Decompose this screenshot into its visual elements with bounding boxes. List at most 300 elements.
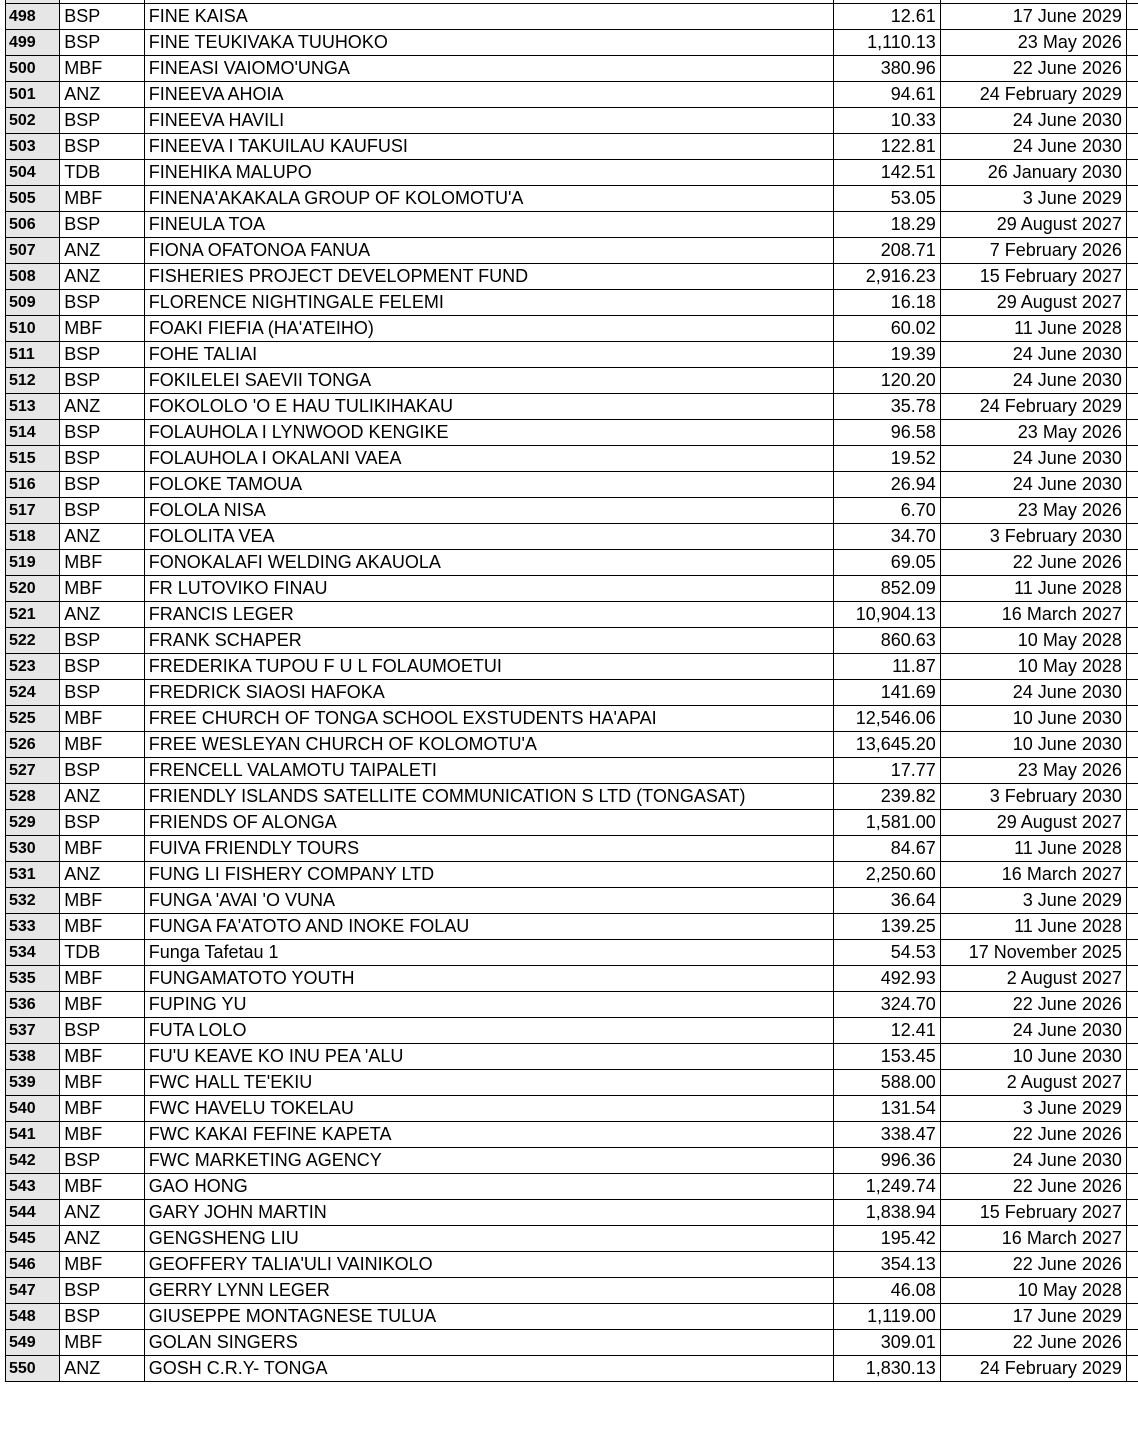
- date-cell: 24 June 2030: [940, 1018, 1126, 1044]
- amount-cell: 141.69: [833, 680, 940, 706]
- amount-cell: 10.33: [833, 108, 940, 134]
- cut-off-column-cell: [1126, 680, 1138, 706]
- row-number-cell: 526: [6, 732, 60, 758]
- date-cell: 23 May 2026: [940, 498, 1126, 524]
- cut-off-column-cell: [1126, 628, 1138, 654]
- table-row: [6, 4, 1138, 30]
- table-row: [6, 108, 1138, 134]
- table-row: [6, 1148, 1138, 1174]
- bank-cell: BSP: [60, 628, 145, 654]
- table-row: [6, 524, 1138, 550]
- amount-cell: 1,830.13: [833, 1356, 940, 1382]
- table-row: [6, 420, 1138, 446]
- row-number-cell: 517: [6, 498, 60, 524]
- row-number-cell: 529: [6, 810, 60, 836]
- bank-cell: BSP: [60, 654, 145, 680]
- date-cell: 17 June 2029: [940, 1304, 1126, 1330]
- row-number-cell: 540: [6, 1096, 60, 1122]
- table-row: [6, 1122, 1138, 1148]
- bank-cell: BSP: [60, 290, 145, 316]
- table-row: [6, 706, 1138, 732]
- account-name-cell: FUPING YU: [144, 992, 833, 1018]
- table-row: [6, 654, 1138, 680]
- cut-off-column-cell: [1126, 160, 1138, 186]
- bank-cell: BSP: [60, 1304, 145, 1330]
- cut-off-column-cell: [1126, 940, 1138, 966]
- cut-off-column-cell: [1126, 758, 1138, 784]
- table-row: [6, 1096, 1138, 1122]
- amount-cell: 13,645.20: [833, 732, 940, 758]
- bank-cell: MBF: [60, 992, 145, 1018]
- table-row: [6, 160, 1138, 186]
- table-row: [6, 238, 1138, 264]
- table-row: [6, 1200, 1138, 1226]
- cut-off-column-cell: [1126, 654, 1138, 680]
- bank-cell: MBF: [60, 1070, 145, 1096]
- table-row: [6, 966, 1138, 992]
- row-number-cell: 523: [6, 654, 60, 680]
- date-cell: 22 June 2026: [940, 992, 1126, 1018]
- unclaimed-accounts-table: [5, 0, 1138, 1382]
- cut-off-column-cell: [1126, 1252, 1138, 1278]
- amount-cell: 60.02: [833, 316, 940, 342]
- table-row: [6, 628, 1138, 654]
- table-row: [6, 1330, 1138, 1356]
- date-cell: 10 June 2030: [940, 732, 1126, 758]
- row-number-cell: 519: [6, 550, 60, 576]
- date-cell: 16 March 2027: [940, 1226, 1126, 1252]
- table-row: [6, 134, 1138, 160]
- bank-cell: ANZ: [60, 1356, 145, 1382]
- account-name-cell: FWC HALL TE'EKIU: [144, 1070, 833, 1096]
- row-number-cell: 530: [6, 836, 60, 862]
- table-row: [6, 1044, 1138, 1070]
- account-name-cell: FUIVA FRIENDLY TOURS: [144, 836, 833, 862]
- account-name-cell: FU'U KEAVE KO INU PEA 'ALU: [144, 1044, 833, 1070]
- amount-cell: 996.36: [833, 1148, 940, 1174]
- bank-cell: MBF: [60, 888, 145, 914]
- cut-off-column-cell: [1126, 602, 1138, 628]
- account-name-cell: FUNGA 'AVAI 'O VUNA: [144, 888, 833, 914]
- account-name-cell: FOLOLITA VEA: [144, 524, 833, 550]
- amount-cell: 852.09: [833, 576, 940, 602]
- row-number-cell: 545: [6, 1226, 60, 1252]
- bank-cell: ANZ: [60, 394, 145, 420]
- amount-cell: 35.78: [833, 394, 940, 420]
- bank-cell: MBF: [60, 56, 145, 82]
- bank-cell: MBF: [60, 706, 145, 732]
- date-cell: 24 June 2030: [940, 472, 1126, 498]
- row-number-cell: 516: [6, 472, 60, 498]
- row-number-cell: 512: [6, 368, 60, 394]
- amount-cell: 492.93: [833, 966, 940, 992]
- account-name-cell: FOLAUHOLA I LYNWOOD KENGIKE: [144, 420, 833, 446]
- table-row: [6, 82, 1138, 108]
- account-name-cell: FOKOLOLO 'O E HAU TULIKIHAKAU: [144, 394, 833, 420]
- account-name-cell: FUNGA FA'ATOTO AND INOKE FOLAU: [144, 914, 833, 940]
- cut-off-column-cell: [1126, 186, 1138, 212]
- account-name-cell: GOLAN SINGERS: [144, 1330, 833, 1356]
- amount-cell: 380.96: [833, 56, 940, 82]
- bank-cell: ANZ: [60, 602, 145, 628]
- account-name-cell: FIONA OFATONOA FANUA: [144, 238, 833, 264]
- bank-cell: MBF: [60, 576, 145, 602]
- table-row: [6, 498, 1138, 524]
- amount-cell: 195.42: [833, 1226, 940, 1252]
- table-row: [6, 1304, 1138, 1330]
- bank-cell: BSP: [60, 1018, 145, 1044]
- table-row: [6, 446, 1138, 472]
- amount-cell: 69.05: [833, 550, 940, 576]
- account-name-cell: FRANK SCHAPER: [144, 628, 833, 654]
- cut-off-column-cell: [1126, 134, 1138, 160]
- bank-cell: MBF: [60, 316, 145, 342]
- amount-cell: 17.77: [833, 758, 940, 784]
- cut-off-column-cell: [1126, 498, 1138, 524]
- date-cell: 23 May 2026: [940, 30, 1126, 56]
- date-cell: 24 June 2030: [940, 1148, 1126, 1174]
- amount-cell: 19.52: [833, 446, 940, 472]
- account-name-cell: FOLOKE TAMOUA: [144, 472, 833, 498]
- table-row: [6, 1278, 1138, 1304]
- amount-cell: 239.82: [833, 784, 940, 810]
- bank-cell: MBF: [60, 1330, 145, 1356]
- cut-off-column-cell: [1126, 1096, 1138, 1122]
- bank-cell: BSP: [60, 1148, 145, 1174]
- date-cell: 10 May 2028: [940, 628, 1126, 654]
- date-cell: 7 February 2026: [940, 238, 1126, 264]
- cut-off-column-cell: [1126, 732, 1138, 758]
- account-name-cell: Funga Tafetau 1: [144, 940, 833, 966]
- bank-cell: ANZ: [60, 238, 145, 264]
- account-name-cell: FUNG LI FISHERY COMPANY LTD: [144, 862, 833, 888]
- amount-cell: 96.58: [833, 420, 940, 446]
- amount-cell: 1,838.94: [833, 1200, 940, 1226]
- row-number-cell: 504: [6, 160, 60, 186]
- amount-cell: 94.61: [833, 82, 940, 108]
- bank-cell: BSP: [60, 420, 145, 446]
- account-name-cell: FWC HAVELU TOKELAU: [144, 1096, 833, 1122]
- amount-cell: 860.63: [833, 628, 940, 654]
- table-row: [6, 784, 1138, 810]
- table-row: [6, 602, 1138, 628]
- account-name-cell: FRIENDLY ISLANDS SATELLITE COMMUNICATION S LTD (TONGASAT): [144, 784, 833, 810]
- account-name-cell: FREDERIKA TUPOU F U L FOLAUMOETUI: [144, 654, 833, 680]
- row-number-cell: 498: [6, 4, 60, 30]
- date-cell: 16 March 2027: [940, 862, 1126, 888]
- amount-cell: 53.05: [833, 186, 940, 212]
- account-name-cell: FREE CHURCH OF TONGA SCHOOL EXSTUDENTS HA'APAI: [144, 706, 833, 732]
- bank-cell: BSP: [60, 446, 145, 472]
- date-cell: 23 May 2026: [940, 758, 1126, 784]
- account-name-cell: FINEHIKA MALUPO: [144, 160, 833, 186]
- account-name-cell: GAO HONG: [144, 1174, 833, 1200]
- table-row: [6, 836, 1138, 862]
- row-number-cell: 544: [6, 1200, 60, 1226]
- row-number-cell: 536: [6, 992, 60, 1018]
- date-cell: 29 August 2027: [940, 212, 1126, 238]
- account-name-cell: FUTA LOLO: [144, 1018, 833, 1044]
- amount-cell: 153.45: [833, 1044, 940, 1070]
- date-cell: 24 February 2029: [940, 82, 1126, 108]
- bank-cell: BSP: [60, 498, 145, 524]
- table-row: [6, 680, 1138, 706]
- row-number-cell: 509: [6, 290, 60, 316]
- account-name-cell: FREE WESLEYAN CHURCH OF KOLOMOTU'A: [144, 732, 833, 758]
- table-row: [6, 862, 1138, 888]
- date-cell: 2 August 2027: [940, 966, 1126, 992]
- row-number-cell: 532: [6, 888, 60, 914]
- cut-off-column-cell: [1126, 524, 1138, 550]
- row-number-cell: 514: [6, 420, 60, 446]
- account-name-cell: FRANCIS LEGER: [144, 602, 833, 628]
- row-number-cell: 507: [6, 238, 60, 264]
- cut-off-column-cell: [1126, 472, 1138, 498]
- row-number-cell: 533: [6, 914, 60, 940]
- amount-cell: 122.81: [833, 134, 940, 160]
- bank-cell: BSP: [60, 1278, 145, 1304]
- date-cell: 22 June 2026: [940, 1252, 1126, 1278]
- bank-cell: ANZ: [60, 524, 145, 550]
- date-cell: 15 February 2027: [940, 1200, 1126, 1226]
- row-number-cell: 549: [6, 1330, 60, 1356]
- amount-cell: 1,110.13: [833, 30, 940, 56]
- table-row: [6, 1174, 1138, 1200]
- table-row: [6, 1018, 1138, 1044]
- cut-off-column-cell: [1126, 4, 1138, 30]
- date-cell: 24 June 2030: [940, 368, 1126, 394]
- table-row: [6, 316, 1138, 342]
- amount-cell: 2,250.60: [833, 862, 940, 888]
- account-name-cell: FONOKALAFI WELDING AKAUOLA: [144, 550, 833, 576]
- bank-cell: BSP: [60, 342, 145, 368]
- account-name-cell: FINE TEUKIVAKA TUUHOKO: [144, 30, 833, 56]
- amount-cell: 354.13: [833, 1252, 940, 1278]
- row-number-cell: 547: [6, 1278, 60, 1304]
- date-cell: 17 June 2029: [940, 4, 1126, 30]
- amount-cell: 6.70: [833, 498, 940, 524]
- cut-off-column-cell: [1126, 914, 1138, 940]
- amount-cell: 1,119.00: [833, 1304, 940, 1330]
- bank-cell: MBF: [60, 914, 145, 940]
- row-number-cell: 531: [6, 862, 60, 888]
- amount-cell: 84.67: [833, 836, 940, 862]
- table-row: [6, 342, 1138, 368]
- row-number-cell: 508: [6, 264, 60, 290]
- cut-off-column-cell: [1126, 576, 1138, 602]
- cut-off-column-cell: [1126, 238, 1138, 264]
- row-number-cell: 511: [6, 342, 60, 368]
- amount-cell: 338.47: [833, 1122, 940, 1148]
- amount-cell: 208.71: [833, 238, 940, 264]
- date-cell: 22 June 2026: [940, 1330, 1126, 1356]
- row-number-cell: 505: [6, 186, 60, 212]
- bank-cell: BSP: [60, 212, 145, 238]
- account-name-cell: FISHERIES PROJECT DEVELOPMENT FUND: [144, 264, 833, 290]
- account-name-cell: FRIENDS OF ALONGA: [144, 810, 833, 836]
- cut-off-column-cell: [1126, 1122, 1138, 1148]
- date-cell: 24 June 2030: [940, 108, 1126, 134]
- date-cell: 24 June 2030: [940, 680, 1126, 706]
- row-number-cell: 518: [6, 524, 60, 550]
- bank-cell: MBF: [60, 186, 145, 212]
- cut-off-column-cell: [1126, 368, 1138, 394]
- cut-off-column-cell: [1126, 1278, 1138, 1304]
- amount-cell: 16.18: [833, 290, 940, 316]
- cut-off-column-cell: [1126, 420, 1138, 446]
- cut-off-column-cell: [1126, 810, 1138, 836]
- bank-cell: BSP: [60, 30, 145, 56]
- bank-cell: ANZ: [60, 1200, 145, 1226]
- amount-cell: 324.70: [833, 992, 940, 1018]
- bank-cell: ANZ: [60, 82, 145, 108]
- account-name-cell: FINE KAISA: [144, 4, 833, 30]
- cut-off-column-cell: [1126, 316, 1138, 342]
- table-row: [6, 1356, 1138, 1382]
- date-cell: 11 June 2028: [940, 576, 1126, 602]
- table-row: [6, 940, 1138, 966]
- date-cell: 24 June 2030: [940, 446, 1126, 472]
- bank-cell: MBF: [60, 1122, 145, 1148]
- bank-cell: MBF: [60, 1174, 145, 1200]
- amount-cell: 10,904.13: [833, 602, 940, 628]
- amount-cell: 142.51: [833, 160, 940, 186]
- row-number-cell: 521: [6, 602, 60, 628]
- row-number-cell: 539: [6, 1070, 60, 1096]
- bank-cell: TDB: [60, 940, 145, 966]
- cut-off-column-cell: [1126, 1330, 1138, 1356]
- amount-cell: 36.64: [833, 888, 940, 914]
- row-number-cell: 537: [6, 1018, 60, 1044]
- cut-off-column-cell: [1126, 1226, 1138, 1252]
- date-cell: 22 June 2026: [940, 1174, 1126, 1200]
- amount-cell: 1,581.00: [833, 810, 940, 836]
- date-cell: 10 June 2030: [940, 706, 1126, 732]
- row-number-cell: 542: [6, 1148, 60, 1174]
- table-row: [6, 1252, 1138, 1278]
- account-name-cell: FINEEVA HAVILI: [144, 108, 833, 134]
- bank-cell: ANZ: [60, 1226, 145, 1252]
- bank-cell: BSP: [60, 134, 145, 160]
- amount-cell: 11.87: [833, 654, 940, 680]
- date-cell: 10 June 2030: [940, 1044, 1126, 1070]
- date-cell: 24 February 2029: [940, 1356, 1126, 1382]
- row-number-cell: 522: [6, 628, 60, 654]
- row-number-cell: 535: [6, 966, 60, 992]
- account-name-cell: FR LUTOVIKO FINAU: [144, 576, 833, 602]
- bank-cell: MBF: [60, 1096, 145, 1122]
- row-number-cell: 525: [6, 706, 60, 732]
- cut-off-column-cell: [1126, 82, 1138, 108]
- amount-cell: 26.94: [833, 472, 940, 498]
- date-cell: 24 June 2030: [940, 342, 1126, 368]
- account-name-cell: GENGSHENG LIU: [144, 1226, 833, 1252]
- row-number-cell: 541: [6, 1122, 60, 1148]
- amount-cell: 2,916.23: [833, 264, 940, 290]
- account-name-cell: FINEULA TOA: [144, 212, 833, 238]
- cut-off-column-cell: [1126, 1304, 1138, 1330]
- date-cell: 29 August 2027: [940, 290, 1126, 316]
- table-row: [6, 394, 1138, 420]
- date-cell: 3 February 2030: [940, 524, 1126, 550]
- table-row: [6, 368, 1138, 394]
- cut-off-column-cell: [1126, 342, 1138, 368]
- date-cell: 11 June 2028: [940, 836, 1126, 862]
- date-cell: 10 May 2028: [940, 1278, 1126, 1304]
- amount-cell: 12.41: [833, 1018, 940, 1044]
- cut-off-column-cell: [1126, 992, 1138, 1018]
- cut-off-column-cell: [1126, 212, 1138, 238]
- row-number-cell: 543: [6, 1174, 60, 1200]
- table-body: [6, 0, 1138, 1382]
- cut-off-column-cell: [1126, 550, 1138, 576]
- bank-cell: BSP: [60, 108, 145, 134]
- amount-cell: 12.61: [833, 4, 940, 30]
- bank-cell: MBF: [60, 836, 145, 862]
- row-number-cell: 538: [6, 1044, 60, 1070]
- date-cell: 17 November 2025: [940, 940, 1126, 966]
- cut-off-column-cell: [1126, 290, 1138, 316]
- bank-cell: MBF: [60, 732, 145, 758]
- table-row: [6, 56, 1138, 82]
- account-name-cell: GEOFFERY TALIA'ULI VAINIKOLO: [144, 1252, 833, 1278]
- amount-cell: 19.39: [833, 342, 940, 368]
- account-name-cell: GARY JOHN MARTIN: [144, 1200, 833, 1226]
- amount-cell: 54.53: [833, 940, 940, 966]
- date-cell: 3 June 2029: [940, 186, 1126, 212]
- bank-cell: BSP: [60, 368, 145, 394]
- bank-cell: MBF: [60, 1252, 145, 1278]
- bank-cell: MBF: [60, 550, 145, 576]
- amount-cell: 309.01: [833, 1330, 940, 1356]
- row-number-cell: 546: [6, 1252, 60, 1278]
- amount-cell: 18.29: [833, 212, 940, 238]
- account-name-cell: FINEEVA AHOIA: [144, 82, 833, 108]
- row-number-cell: 499: [6, 30, 60, 56]
- bank-cell: BSP: [60, 4, 145, 30]
- date-cell: 23 May 2026: [940, 420, 1126, 446]
- account-name-cell: FINENA'AKAKALA GROUP OF KOLOMOTU'A: [144, 186, 833, 212]
- row-number-cell: 520: [6, 576, 60, 602]
- table-row: [6, 810, 1138, 836]
- cut-off-column-cell: [1126, 56, 1138, 82]
- date-cell: 16 March 2027: [940, 602, 1126, 628]
- date-cell: 11 June 2028: [940, 914, 1126, 940]
- row-number-cell: 528: [6, 784, 60, 810]
- cut-off-column-cell: [1126, 706, 1138, 732]
- table-row: [6, 992, 1138, 1018]
- cut-off-column-cell: [1126, 1174, 1138, 1200]
- amount-cell: 46.08: [833, 1278, 940, 1304]
- bank-cell: BSP: [60, 810, 145, 836]
- row-number-cell: 506: [6, 212, 60, 238]
- cut-off-column-cell: [1126, 1018, 1138, 1044]
- cut-off-column-cell: [1126, 30, 1138, 56]
- date-cell: 3 February 2030: [940, 784, 1126, 810]
- date-cell: 10 May 2028: [940, 654, 1126, 680]
- date-cell: 3 June 2029: [940, 1096, 1126, 1122]
- row-number-cell: 550: [6, 1356, 60, 1382]
- row-number-cell: 534: [6, 940, 60, 966]
- table-row: [6, 186, 1138, 212]
- date-cell: 3 June 2029: [940, 888, 1126, 914]
- bank-cell: ANZ: [60, 264, 145, 290]
- cut-off-column-cell: [1126, 446, 1138, 472]
- amount-cell: 1,249.74: [833, 1174, 940, 1200]
- table-row: [6, 264, 1138, 290]
- account-name-cell: FOKILELEI SAEVII TONGA: [144, 368, 833, 394]
- row-number-cell: 510: [6, 316, 60, 342]
